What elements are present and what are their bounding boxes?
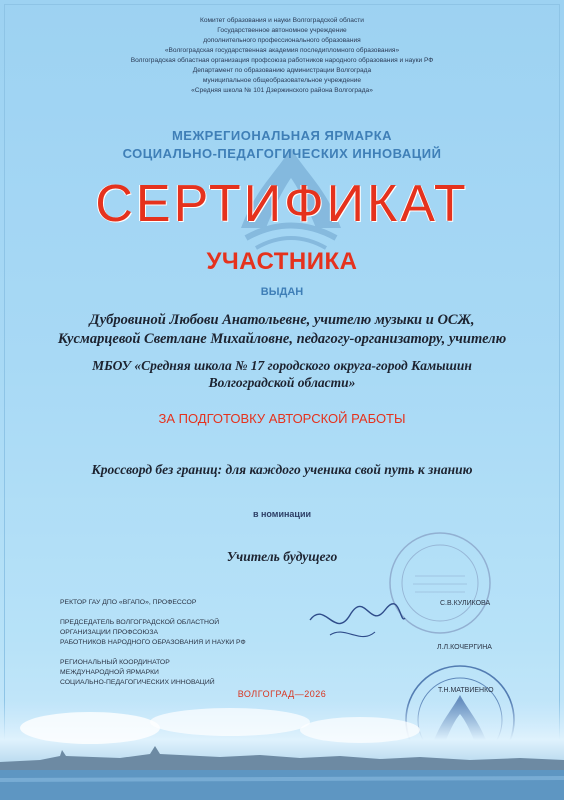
signatory-2-name: Л.Л.КОЧЕРГИНА bbox=[437, 644, 492, 651]
recipients-line1: Дубровиной Любови Анатольевне, учителю музыки и ОСЖ, bbox=[89, 312, 475, 328]
signatory-3-title-line: РЕГИОНАЛЬНЫЙ КООРДИНАТОР bbox=[60, 659, 170, 666]
school-line2: Волгоградской области» bbox=[208, 375, 356, 390]
work-title: Кроссворд без границ: для каждого ученика свой путь к знанию bbox=[91, 462, 473, 477]
header-line: Комитет образования и науки Волгоградской области bbox=[200, 17, 364, 24]
signatory-1-title-line: РЕКТОР ГАУ ДПО «ВГАПО», ПРОФЕССОР bbox=[60, 599, 197, 606]
signatory-2-title-line: ПРЕДСЕДАТЕЛЬ ВОЛГОГРАДСКОЙ ОБЛАСТНОЙ bbox=[60, 619, 220, 626]
header-line: Государственное автономное учреждение bbox=[217, 27, 347, 34]
header-line: муниципальное общеобразовательное учреждение bbox=[202, 77, 362, 84]
nomination-value: Учитель будущего bbox=[226, 549, 338, 564]
organizers-header bbox=[60, 16, 504, 96]
signatory-2-title bbox=[60, 618, 246, 648]
certificate-title: СЕРТИФИКАТ bbox=[95, 175, 469, 233]
signatory-1-title bbox=[60, 598, 196, 608]
nomination-label: в номинации bbox=[252, 509, 312, 519]
header-line: Волгоградская областная организация профсоюза работников народного образования и науки РФ bbox=[130, 57, 434, 64]
fair-title-line1: МЕЖРЕГИОНАЛЬНАЯ ЯРМАРКА bbox=[171, 128, 393, 143]
header-line: Департамент по образованию администрации Волгограда bbox=[192, 67, 372, 74]
header-line: «Волгоградская государственная академия последипломного образования» bbox=[164, 47, 400, 54]
header-line: дополнительного профессионального образования bbox=[203, 37, 361, 44]
signature-scribble-icon bbox=[300, 590, 410, 660]
signatory-3-title bbox=[60, 658, 215, 688]
certificate-subtitle: УЧАСТНИКА bbox=[206, 248, 358, 275]
signatory-3-title-line: МЕЖДУНАРОДНОЙ ЯРМАРКИ bbox=[60, 669, 159, 676]
volgograd-skyline-icon bbox=[0, 700, 564, 800]
issued-label: ВЫДАН bbox=[260, 286, 304, 298]
signatory-3-name: Т.Н.МАТВИЕНКО bbox=[438, 687, 494, 694]
city-year: ВОЛГОГРАД—2026 bbox=[237, 689, 327, 699]
school-line1: МБОУ «Средняя школа № 17 городского округа-город Камышин bbox=[92, 358, 472, 373]
recipients-line2: Кусмарцевой Светлане Михайловне, педагогу-организатору, учителю bbox=[57, 331, 507, 347]
signatory-2-title-line: ОРГАНИЗАЦИИ ПРОФСОЮЗА bbox=[60, 629, 158, 636]
award-reason: ЗА ПОДГОТОВКУ АВТОРСКОЙ РАБОТЫ bbox=[158, 411, 406, 426]
fair-title-line2: СОЦИАЛЬНО-ПЕДАГОГИЧЕСКИХ ИННОВАЦИЙ bbox=[122, 146, 442, 161]
signatory-2-title-line: РАБОТНИКОВ НАРОДНОГО ОБРАЗОВАНИЯ И НАУКИ РФ bbox=[60, 639, 246, 646]
header-line: «Средняя школа № 101 Дзержинского района Волгограда» bbox=[191, 87, 373, 94]
signatory-1-name: С.В.КУЛИКОВА bbox=[440, 600, 491, 607]
signatory-3-title-line: СОЦИАЛЬНО-ПЕДАГОГИЧЕСКИХ ИННОВАЦИЙ bbox=[60, 679, 215, 686]
